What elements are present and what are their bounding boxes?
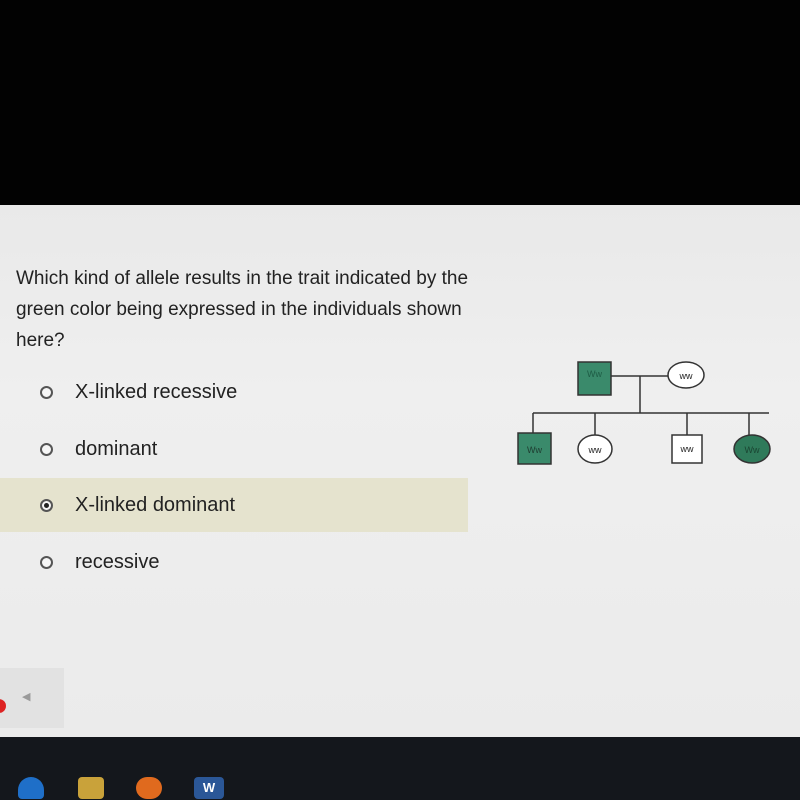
parent-mother xyxy=(668,362,704,388)
status-dot-icon xyxy=(0,699,6,713)
option-x-linked-recessive[interactable] xyxy=(0,365,468,419)
question-text: Which kind of allele results in the trait indicated by the green color being expressed in the individuals shown here? xyxy=(16,268,469,351)
radio-button[interactable] xyxy=(40,556,53,569)
parent-father xyxy=(578,362,611,395)
genotype-label: ww xyxy=(680,444,694,454)
child-1 xyxy=(518,433,551,464)
taskbar xyxy=(0,737,800,800)
child-3 xyxy=(672,435,702,463)
pedigree-lines xyxy=(533,376,769,435)
child-2 xyxy=(578,435,612,463)
quiz-screen xyxy=(0,205,800,737)
previous-button[interactable] xyxy=(0,668,64,728)
edge-icon[interactable] xyxy=(18,777,44,799)
word-icon[interactable]: W xyxy=(194,777,224,799)
pedigree-diagram xyxy=(505,355,775,475)
option-x-linked-dominant[interactable] xyxy=(0,478,468,532)
back-arrow-icon: ◀ xyxy=(22,691,31,703)
option-label: X-linked recessive xyxy=(75,380,238,403)
firefox-icon[interactable] xyxy=(136,777,162,799)
genotype-label: ww xyxy=(679,371,693,381)
radio-button[interactable] xyxy=(40,443,53,456)
option-dominant[interactable] xyxy=(0,422,468,476)
option-label: X-linked dominant xyxy=(75,493,236,516)
screen-bezel xyxy=(0,0,800,205)
option-label: dominant xyxy=(75,437,158,460)
child-4 xyxy=(734,435,770,463)
genotype-label: Ww xyxy=(527,445,542,455)
radio-button[interactable] xyxy=(40,386,53,399)
option-label: recessive xyxy=(75,550,160,573)
genotype-label: Ww xyxy=(587,369,602,379)
genotype-label: ww xyxy=(588,445,602,455)
option-recessive[interactable] xyxy=(0,535,468,589)
genotype-label: Ww xyxy=(744,445,760,455)
radio-button-selected[interactable] xyxy=(40,499,53,512)
file-explorer-icon[interactable] xyxy=(78,777,104,799)
